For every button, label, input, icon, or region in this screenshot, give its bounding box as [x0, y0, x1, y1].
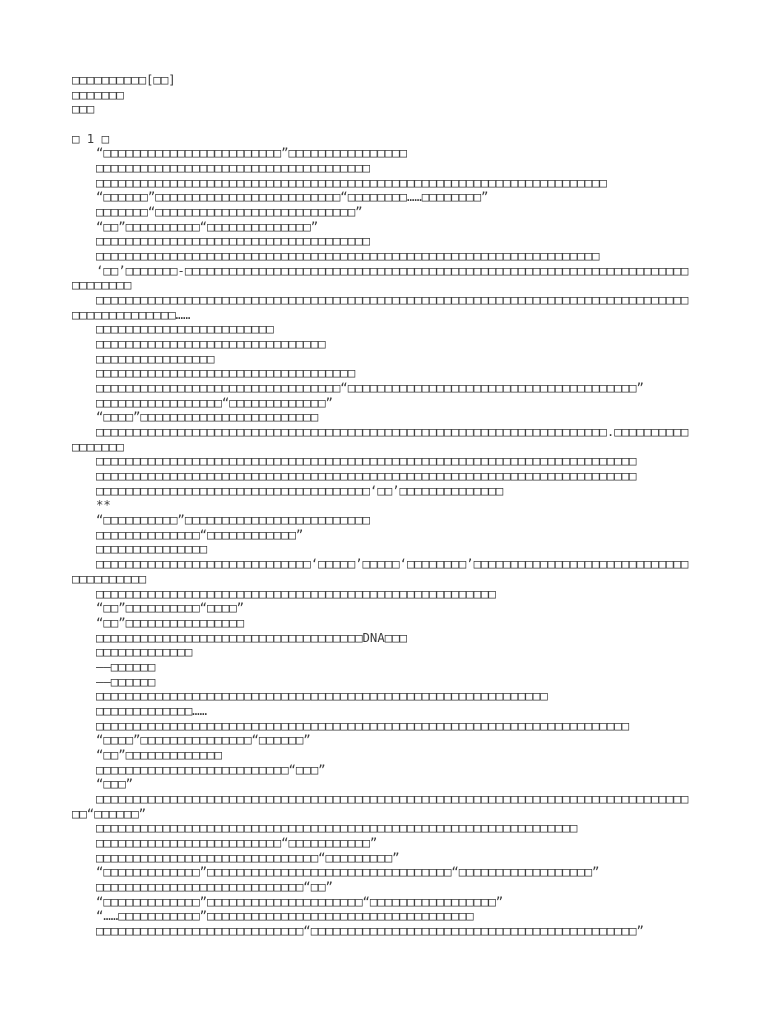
paragraph: “□□□□□□□□□□□□□”□□□□□□□□□□□□□□□□□□□□□“□□□□□□□□□□□□□□□□□” [96, 894, 504, 909]
paragraph: □□□□□□□□□□□□□□□□□□□□□□□□□□□□□□□□□□□□□‘□□’□□□□□□□□□□□□□□ [96, 483, 504, 498]
paragraph: “□□□□□□”□□□□□□□□□□□□□□□□□□□□□□□□□“□□□□□□□□……□□□□□□□□” [96, 190, 489, 205]
paragraph: □□□□□□□□□□□□□□□□□□□□□□□□□□□□□□□□□□□□□□□□□□□□□□□□□□□□□□□□□□□□□□□□□□□□□□□□□ [96, 454, 637, 469]
paragraph: □□□□□□□□□□□□□□□ [96, 542, 208, 557]
paragraph: □□□□□□□□□□□□□□□□□□□□□□□□□□□□□□□□□□□□□ [96, 234, 370, 249]
paragraph: □□□□□□□□□□□□□□□□□□□□□□□□□□□□□□□□□□□□□□□□□□□□□□□□□□□□□□□□□□□□□□□□□□□□ [96, 249, 600, 264]
subtitle-line: □□□ [72, 102, 95, 117]
paragraph: □□□□□□□□□□□□□…… [96, 703, 208, 718]
paragraph: □□□□□□□□□□□□□□□□□□□□□□□□□□□□□□□□□□□□□□□□□□□□□□□□□□□□□□□□□□□□□□□□□□□□□.□□□□□□□□□□□□□□□□□ [72, 425, 689, 454]
paragraph: “□□”□□□□□□□□□□□□□□□□ [96, 615, 245, 630]
paragraph: “□□”□□□□□□□□□□□□□ [96, 747, 222, 762]
paragraph: □□□□□□□□□□□□□□□□□□□□□□□□□□□□□□□□□□□□□□□□□□□□□□□□□□□□□□□□□□□□□□□□□□□□□□□□□□□□□□□□□□□□□□□□□□□□□□…… [72, 293, 689, 322]
paragraph: □□□□□□□□□□□□□ [96, 645, 193, 660]
paragraph: □□□□□□□□□□□□□□□□□□□□□□□□□□□□□□□□□□□□□□□□□□□□□□□□□□□□□□□□□□□□□□□□□ [96, 821, 578, 836]
document-page [72, 73, 692, 939]
paragraph: □□□□□□□□□□□□□□□□□□□□□□□□□□□□□□□□□□□□□□□□□□□□□□□□□□□□□□□□□□□□□□□□□□□□□□□□□ [96, 469, 637, 484]
paragraph: “□□□□”□□□□□□□□□□□□□□□□□□□□□□□□ [96, 410, 319, 425]
paragraph: □□□□□□□□□□□□□□□□□□□□□□□□□□□□□□□□□□□□□□□□□□□□□□□□□□□□□□□□□□□□□□□□□□□□□□□□□□□□□□□□□□“□□□□□□” [72, 791, 689, 821]
paragraph: □□□□□□□□□□□□□□□□□□□□□□□□□□□□□□□□□□□ [96, 366, 356, 381]
paragraph: □□□□□□□□□□□□□□“□□□□□□□□□□□□” [96, 527, 304, 542]
paragraph: “□□”□□□□□□□□□□“□□□□” [96, 601, 245, 616]
paragraph: □□□□□□□□□□□□□□□□□□□□□□□□□□□□□□“□□□□□□□□□” [96, 850, 400, 865]
paragraph: □□□□□□□□□□□□□□□□□□□□□□□□□□□□□□□□□□□□□□□□□□□□□□□□□□□□□□□□□□□□□□□□□□□□□ [96, 175, 607, 190]
section-break: ** [96, 498, 111, 513]
paragraph: □□□□□□□□□□□□□□□□□□□□□□□□□□□□□□□□□□□□□□□□□□□□□□□□□□□□□□□□□□□□□□□□□□□□□□□□ [96, 718, 630, 733]
paragraph: □□□□□□□□□□□□□□□□□□□□□□□□□□□□□‘□□□□□’□□□□□‘□□□□□□□□’□□□□□□□□□□□□□□□□□□□□□□□□□□□□□□□□□□□□□□□ [72, 557, 689, 586]
paragraph: “……□□□□□□□□□□□”□□□□□□□□□□□□□□□□□□□□□□□□□□□□□□□□□□□□ [96, 909, 474, 924]
paragraph: □□□□□□□□□□□□□□□□□□□□□□□□□“□□□□□□□□□□□” [96, 835, 378, 850]
paragraph: □□□□□□□□□□□□□□□□□□□□□□□□□□□□□□□□□□□□□□□□□□□□□□□□□□□□□□ [96, 586, 496, 601]
paragraph: “□□□□□□□□□□□□□”□□□□□□□□□□□□□□□□□□□□□□□□□□□□□□□□□“□□□□□□□□□□□□□□□□□□” [96, 865, 600, 880]
paragraph: □□□□□□□“□□□□□□□□□□□□□□□□□□□□□□□□□□□” [96, 205, 363, 220]
paragraph: “□□□□□□□□□□”□□□□□□□□□□□□□□□□□□□□□□□□□ [96, 513, 370, 528]
paragraph: □□□□□□□□□□□□□□□□□□□□□□□□□□□□□□□□□□□□□□□□□□□□□□□□□□□□□□□□□□□□□ [96, 689, 548, 704]
paragraph: □□□□□□□□□□□□□□□□□□□□□□□□□□□□“□□” [96, 879, 333, 894]
paragraph: □□□□□□□□□□□□□□□□□□□□□□□□□□□□□□□□□□□□DNA□□□ [96, 630, 407, 645]
paragraph: “□□□□□□□□□□□□□□□□□□□□□□□□”□□□□□□□□□□□□□□□□ [96, 146, 407, 161]
author-line: □□□□□□□ [72, 87, 124, 102]
paragraph: □□□□□□□□□□□□□□□□□□□□□□□□□□□□□□□□□“□□□□□□□□□□□□□□□□□□□□□□□□□□□□□□□□□□□□□□□” [96, 381, 644, 396]
blank-line [72, 117, 692, 132]
paragraph: “□□□□”□□□□□□□□□□□□□□□“□□□□□□” [96, 733, 311, 748]
paragraph: ——□□□□□□ [96, 659, 156, 674]
paragraph: “□□”□□□□□□□□□□“□□□□□□□□□□□□□□” [96, 219, 319, 234]
paragraph: □□□□□□□□□□□□□□□□□□□□□□□□□□“□□□” [96, 762, 326, 777]
paragraph: □□□□□□□□□□□□□□□□□“□□□□□□□□□□□□□” [96, 395, 333, 410]
paragraph: □□□□□□□□□□□□□□□□□□□□□□□□□□□□□□□□□□□□□ [96, 161, 370, 176]
paragraph: □□□□□□□□□□□□□□□□ [96, 351, 215, 366]
book-title: □□□□□□□□□□[□□] [72, 73, 176, 87]
paragraph: □□□□□□□□□□□□□□□□□□□□□□□□□□□□“□□□□□□□□□□□□□□□□□□□□□□□□□□□□□□□□□□□□□□□□□□□□” [96, 923, 644, 938]
paragraph: ‘□□’□□□□□□□-□□□□□□□□□□□□□□□□□□□□□□□□□□□□□□□□□□□□□□□□□□□□□□□□□□□□□□□□□□□□□□□□□□□□□□□□□□□□ [72, 263, 689, 293]
paragraph: ——□□□□□□ [96, 674, 156, 689]
chapter-heading: □ 1 □ [72, 131, 110, 146]
paragraph: □□□□□□□□□□□□□□□□□□□□□□□□ [96, 322, 274, 337]
paragraph: □□□□□□□□□□□□□□□□□□□□□□□□□□□□□□□ [96, 337, 326, 352]
paragraph: “□□□” [96, 777, 134, 792]
